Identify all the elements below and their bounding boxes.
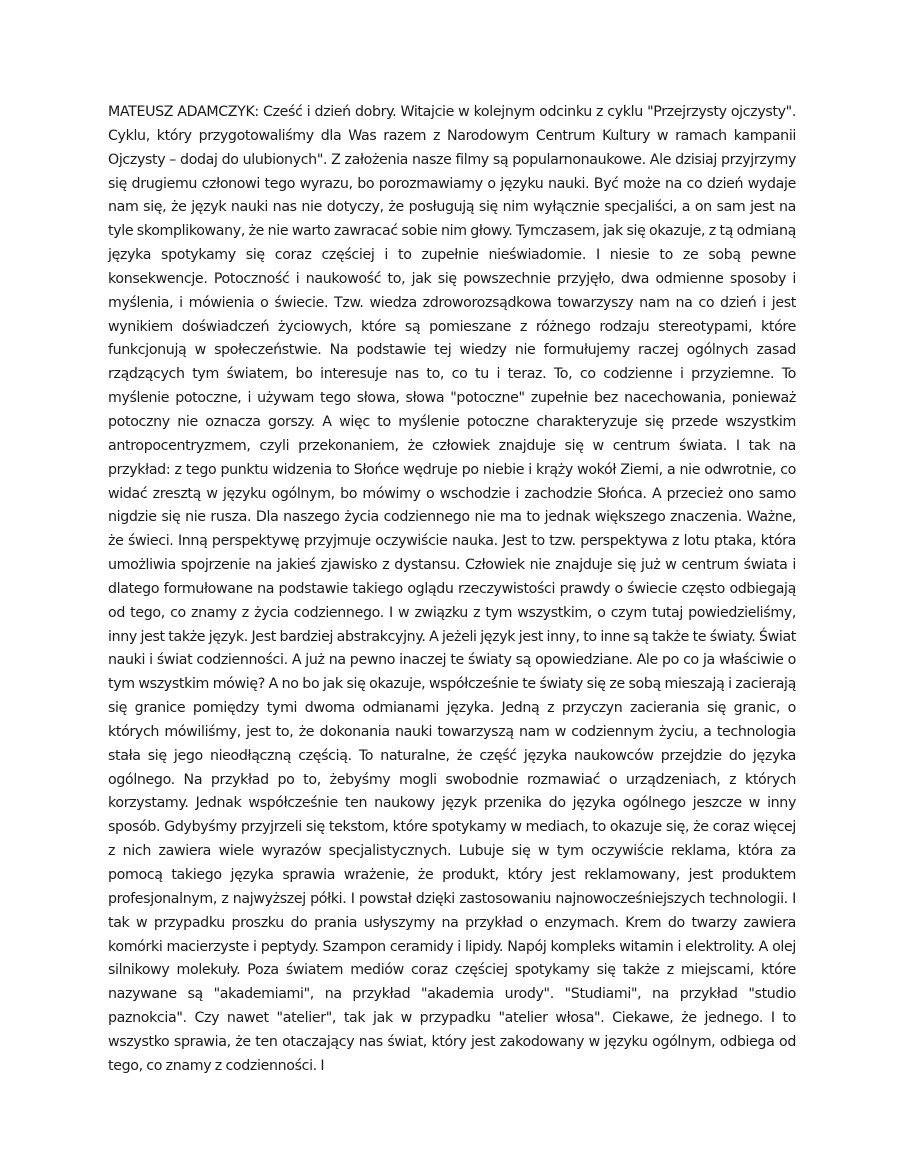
transcript-paragraph: MATEUSZ ADAMCZYK: Cześć i dzień dobry. Witajcie w kolejnym odcinku z cyklu "Przejrzysty ojczysty". Cyklu, który przygotowaliśmy dla Was razem z Narodowym Centrum Kultury w ramach kampanii Ojczysty – dodaj do ulubionych". Z założenia nasze filmy są popularnonaukowe. Ale dzisiaj przyjrzymy się drugiemu członowi tego wyrazu, bo porozmawiamy o języku nauki. Być może na co dzień wydaje nam się, że język nauki nas nie dotyczy, że posługują się nim wyłącznie specjaliści, a on sam jest na tyle skomplikowany, że nie warto zawracać sobie nim głowy. Tymczasem, jak się okazuje, z tą odmianą języka spotykamy się coraz częściej i to zupełnie nieświadomie. I niesie to ze sobą pewne konsekwencje. Potoczność i naukowość to, jak się powszechnie przyjęło, dwa odmienne sposoby i myślenia, i mówienia o świecie. Tzw. wiedza zdroworozsądkowa towarzyszy nam na co dzień i jest wynikiem doświadczeń życiowych, które są pomieszane z różnego rodzaju stereotypami, które funkcjonują w społeczeństwie. Na podstawie tej wiedzy nie formułujemy raczej ogólnych zasad rządzących tym światem, bo interesuje nas to, co tu i teraz. To, co codzienne i przyziemne. To myślenie potoczne, i używam tego słowa, słowa "potoczne" zupełnie bez nacechowania, ponieważ potoczny nie oznacza gorszy. A więc to myślenie potoczne charakteryzuje się przede wszystkim antropocentryzmem, czyli przekonaniem, że człowiek znajduje się w centrum świata. I tak na przykład: z tego punktu widzenia to Słońce wędruje po niebie i krąży wokół Ziemi, a nie odwrotnie, co widać zresztą w języku ogólnym, bo mówimy o wschodzie i zachodzie Słońca. A przecież ono samo nigdzie się nie rusza. Dla naszego życia codziennego nie ma to jednak większego znaczenia. Ważne, że świeci. Inną perspektywę przyjmuje oczywiście nauka. Jest to tzw. perspektywa z lotu ptaka, która umożliwia spojrzenie na jakieś zjawisko z dystansu. Człowiek nie znajduje się już w centrum świata i dlatego formułowane na podstawie takiego oglądu rzeczywistości prawdy o świecie często odbiegają od tego, co znamy z życia codziennego. I w związku z tym wszystkim, o czym tutaj powiedzieliśmy, inny jest także język. Jest bardziej abstrakcyjny. A jeżeli język jest inny, to inne są także te światy. Świat nauki i świat codzienności. A już na pewno inaczej te światy są opowiedziane. Ale po co ja właściwie o tym wszystkim mówię? A no bo jak się okazuje, współcześnie te światy się ze sobą mieszają i zacierają się granice pomiędzy tymi dwoma odmianami języka. Jedną z przyczyn zacierania się granic, o których mówiliśmy, jest to, że dokonania nauki towarzyszą nam w codziennym życiu, a technologia stała się jego nieodłączną częścią. To naturalne, że część języka naukowców przejdzie do języka ogólnego. Na przykład po to, żebyśmy mogli swobodnie rozmawiać o urządzeniach, z których korzystamy. Jednak współcześnie ten naukowy język przenika do języka ogólnego jeszcze w inny sposób. Gdybyśmy przyjrzeli się tekstom, które spotykamy w mediach, to okazuje się, że coraz więcej z nich zawiera wiele wyrazów specjalistycznych. Lubuje się w tym oczywiście reklama, która za pomocą takiego języka sprawia wrażenie, że produkt, który jest reklamowany, jest produktem profesjonalnym, z najwyższej półki. I powstał dzięki zastosowaniu najnowocześniejszych technologii. I tak w przypadku proszku do prania usłyszymy na przykład o enzymach. Krem do twarzy zawiera komórki macierzyste i peptydy. Szampon ceramidy i lipidy. Napój kompleks witamin i elektrolity. A olej silnikowy molekuły. Poza światem mediów coraz częściej spotykamy się także z miejscami, które nazywane są "akademiami", na przykład "akademia urody". "Studiami", na przykład "studio paznokcia". Czy nawet "atelier", tak jak w przypadku "atelier włosa". Ciekawe, że jednego. I to wszystko sprawia, że ten otaczający nas świat, który jest zakodowany w języku ogólnym, odbiega od tego, co znamy z codzienności. I <box>108 104 796 1074</box>
